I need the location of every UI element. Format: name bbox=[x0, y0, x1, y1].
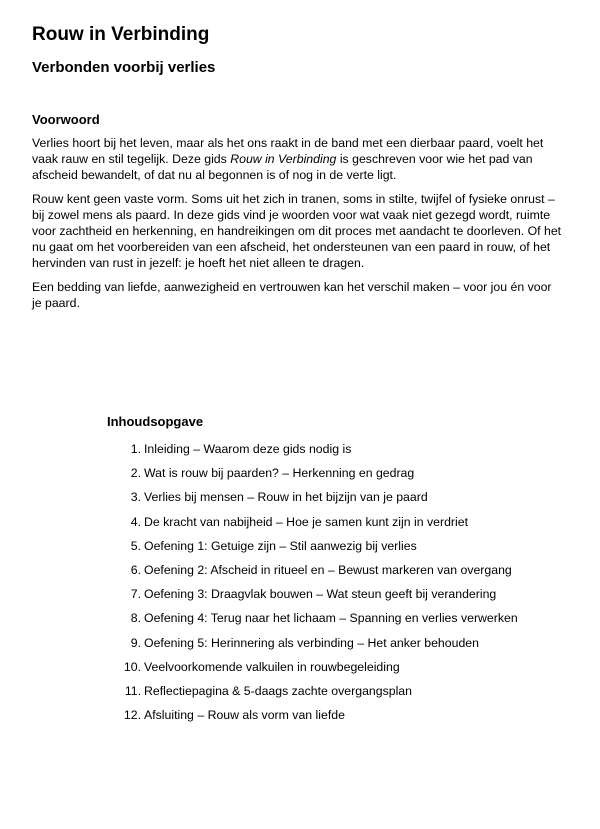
guide-title-italic: Rouw in Verbinding bbox=[230, 151, 337, 166]
toc-item-number: 8. bbox=[130, 611, 141, 626]
toc-item-number: 11. bbox=[124, 683, 141, 698]
toc-item-number: 3. bbox=[130, 490, 141, 505]
toc-item bbox=[107, 679, 557, 703]
foreword-paragraph-3: Een bedding van liefde, aanwezigheid en vertrouwen kan het verschil maken – voor jou én voor je paard. bbox=[32, 280, 552, 311]
toc-item bbox=[107, 485, 557, 509]
toc-item-number: 7. bbox=[130, 587, 141, 602]
toc-item-number: 10. bbox=[123, 659, 141, 674]
toc-item bbox=[107, 606, 557, 630]
toc-item bbox=[107, 558, 557, 582]
toc-item-text: Veelvoorkomende valkuilen in rouwbegeleiding bbox=[144, 659, 400, 674]
toc-item-text: Oefening 1: Getuige zijn – Stil aanwezig bij verlies bbox=[144, 538, 417, 553]
toc-item bbox=[107, 582, 557, 606]
foreword-section bbox=[32, 112, 562, 321]
toc-item-text: Oefening 5: Herinnering als verbinding – Het anker behouden bbox=[144, 635, 479, 650]
toc-item-text: Oefening 2: Afscheid in ritueel en – Bewust markeren van overgang bbox=[144, 563, 512, 578]
toc-item-text: Oefening 4: Terug naar het lichaam – Spanning en verlies verwerken bbox=[144, 611, 518, 626]
toc-item-number: 6. bbox=[130, 563, 141, 578]
toc-item bbox=[107, 534, 557, 558]
toc-item-text: Wat is rouw bij paarden? – Herkenning en gedrag bbox=[144, 466, 415, 481]
toc-item bbox=[107, 703, 557, 727]
toc-item-text: Oefening 3: Draagvlak bouwen – Wat steun geeft bij verandering bbox=[144, 587, 497, 602]
foreword-heading: Voorwoord bbox=[32, 112, 100, 127]
toc-heading: Inhoudsopgave bbox=[107, 414, 204, 429]
toc-item bbox=[107, 437, 557, 461]
foreword-p1-text-end: is geschreven voor wie het pad van afscheid bewandelt, of dat nu al begonnen is of nog in de verte ligt. bbox=[32, 151, 533, 182]
document-subtitle: Verbonden voorbij verlies bbox=[32, 59, 216, 76]
toc-item bbox=[107, 631, 557, 655]
toc-item-number: 1. bbox=[130, 442, 141, 457]
table-of-contents bbox=[107, 414, 557, 727]
foreword-paragraph-2: Rouw kent geen vaste vorm. Soms uit het zich in tranen, soms in stilte, twijfel of fysieke onrust – bij zowel mens als paard. In deze gids vind je woorden voor wat vaak niet gezegd wordt, ruimte voor zachtheid en herkenning, en handreikingen om dit proces met aandacht te doorleven. Of het nu gaat om het voorbereiden van een afscheid, het ondersteunen van een paard in rouw, of het hervinden van rust in jezelf: je hoeft het niet alleen te dragen. bbox=[32, 192, 562, 270]
foreword-p1-text-start: Verlies hoort bij het leven, maar als het ons raakt in de band met een dierbaar paard, voelt het vaak rauw en stil tegelijk. Deze gids bbox=[32, 136, 544, 166]
toc-list bbox=[107, 437, 557, 727]
toc-item-number: 4. bbox=[130, 514, 141, 529]
toc-item-text: Inleiding – Waarom deze gids nodig is bbox=[144, 442, 352, 457]
toc-item-text: Reflectiepagina & 5-daags zachte overgangsplan bbox=[144, 683, 412, 698]
toc-item-number: 12. bbox=[123, 708, 141, 723]
toc-item bbox=[107, 655, 557, 679]
toc-item-text: De kracht van nabijheid – Hoe je samen kunt zijn in verdriet bbox=[144, 514, 468, 529]
toc-item bbox=[107, 461, 557, 485]
toc-item bbox=[107, 510, 557, 534]
toc-item-number: 2. bbox=[130, 466, 141, 481]
foreword-paragraph-1 bbox=[32, 136, 562, 183]
document-title: Rouw in Verbinding bbox=[32, 24, 210, 45]
toc-item-text: Verlies bij mensen – Rouw in het bijzijn van je paard bbox=[144, 490, 428, 505]
toc-item-number: 5. bbox=[130, 538, 141, 553]
toc-item-text: Afsluiting – Rouw als vorm van liefde bbox=[144, 708, 345, 723]
toc-item-number: 9. bbox=[130, 635, 141, 650]
